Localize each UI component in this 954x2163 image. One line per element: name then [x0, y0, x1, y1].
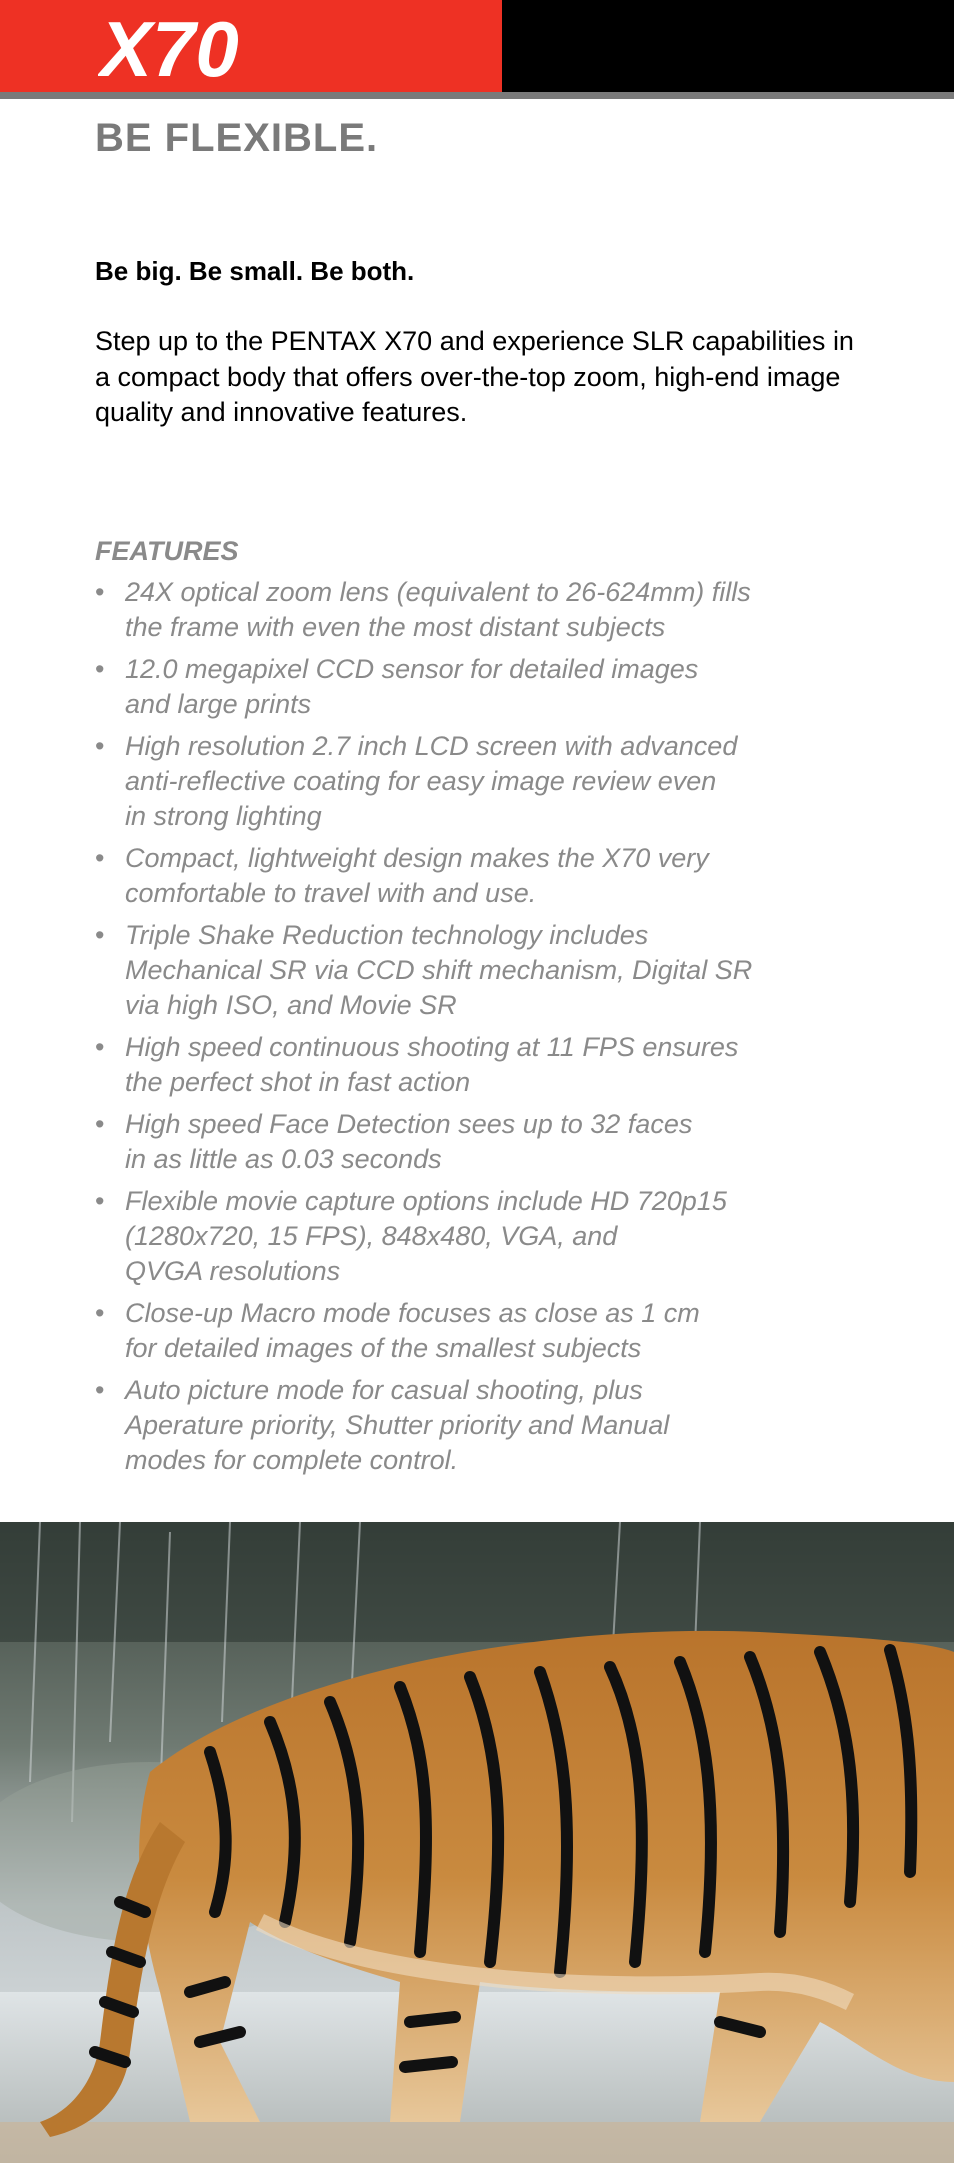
feature-item — [95, 575, 885, 645]
bullet-icon: • — [95, 920, 105, 950]
header-band — [0, 0, 954, 92]
tagline: Be big. Be small. Be both. — [95, 256, 415, 286]
x70-logo-text: X70 — [100, 8, 239, 88]
features-section — [95, 536, 885, 1485]
feature-text: High speed Face Detection sees up to 32 faces in as little as 0.03 seconds — [125, 1109, 693, 1174]
feature-item — [95, 841, 885, 911]
bullet-icon: • — [95, 1375, 105, 1405]
bullet-icon: • — [95, 654, 105, 684]
bullet-icon: • — [95, 1109, 105, 1139]
feature-item — [95, 1296, 885, 1366]
bullet-icon: • — [95, 1298, 105, 1328]
bullet-icon: • — [95, 1032, 105, 1062]
intro-paragraph: Step up to the PENTAX X70 and experience SLR capabilities in a compact body that offers over-the-top zoom, high-end image quality and innovative features. — [95, 326, 854, 427]
feature-item — [95, 1030, 885, 1100]
bullet-icon: • — [95, 1186, 105, 1216]
tiger-photo — [0, 1522, 954, 2163]
feature-item — [95, 1107, 885, 1177]
features-heading: FEATURES — [95, 536, 239, 566]
header-gray-rule — [0, 92, 954, 99]
feature-item — [95, 1373, 885, 1478]
feature-text: High speed continuous shooting at 11 FPS ensures the perfect shot in fast action — [125, 1032, 739, 1097]
bullet-icon: • — [95, 577, 105, 607]
feature-text: Flexible movie capture options include HD 720p15 (1280x720, 15 FPS), 848x480, VGA, and QVGA resolutions — [125, 1186, 727, 1286]
headline: BE FLEXIBLE. — [95, 116, 379, 160]
feature-text: Compact, lightweight design makes the X70 very comfortable to travel with and use. — [125, 843, 709, 908]
feature-item — [95, 918, 885, 1023]
feature-text: 12.0 megapixel CCD sensor for detailed images and large prints — [125, 654, 699, 719]
header-black-block — [502, 0, 954, 92]
bullet-icon: • — [95, 731, 105, 761]
feature-text: Close-up Macro mode focuses as close as 1 cm for detailed images of the smallest subjects — [125, 1298, 700, 1363]
feature-text: Triple Shake Reduction technology includes Mechanical SR via CCD shift mechanism, Digital SR via high ISO, and Movie SR — [125, 920, 753, 1020]
feature-item — [95, 652, 885, 722]
x70-logo — [98, 8, 268, 88]
tiger-photo-illustration — [0, 1522, 954, 2163]
feature-item — [95, 1184, 885, 1289]
feature-item — [95, 729, 885, 834]
feature-list — [95, 575, 885, 1478]
feature-text: 24X optical zoom lens (equivalent to 26-624mm) fills the frame with even the most distant subjects — [125, 577, 751, 642]
feature-text: High resolution 2.7 inch LCD screen with advanced anti-reflective coating for easy image review even in strong lighting — [125, 731, 738, 831]
bullet-icon: • — [95, 843, 105, 873]
feature-text: Auto picture mode for casual shooting, plus Aperature priority, Shutter priority and Manual modes for complete control. — [125, 1375, 670, 1475]
